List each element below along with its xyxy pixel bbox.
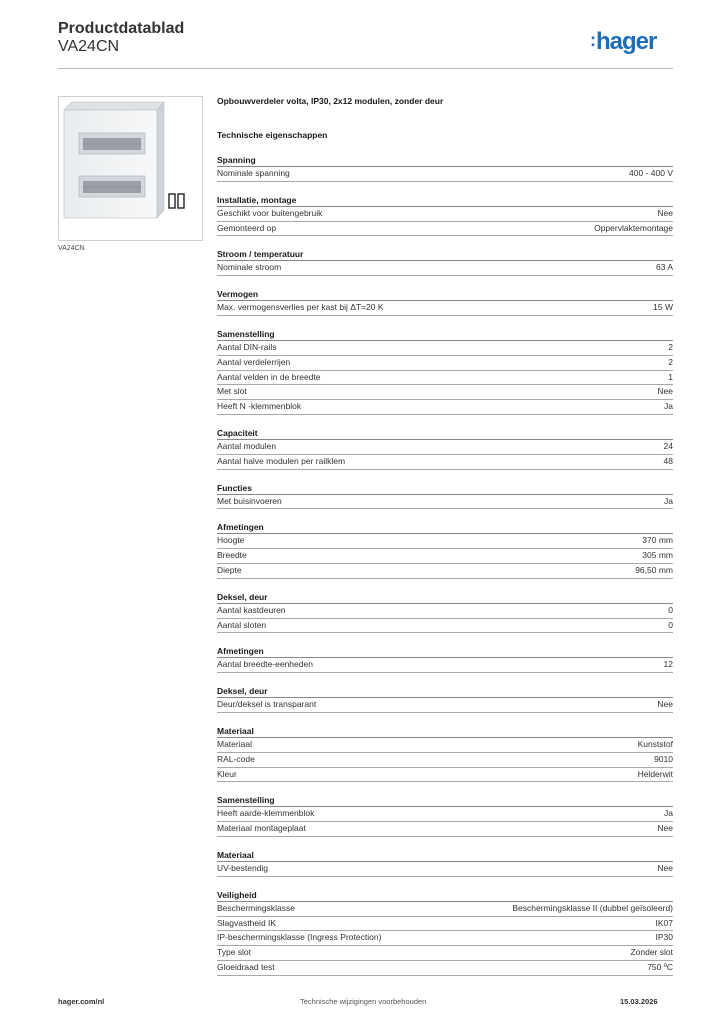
spec-row [217,604,673,619]
spec-value: 63 A [655,262,673,273]
spec-section [217,725,673,782]
spec-label: Heeft N -klemmenblok [217,401,302,412]
spec-row [217,698,673,713]
section-title: Samenstelling [217,794,673,807]
spec-label: Aantal halve modulen per railklem [217,455,346,466]
spec-section [217,248,673,276]
spec-value: 2 [668,356,673,367]
product-description: Opbouwverdeler volta, IP30, 2x12 modulen, zonder deur [217,96,444,106]
spec-row [217,167,673,182]
section-title: Installatie, montage [217,194,673,207]
hager-logo [590,28,656,56]
header-divider [58,68,673,69]
spec-section [217,794,673,837]
spec-value: 305 mm [642,550,673,561]
spec-section [217,521,673,578]
spec-label: Materiaal montageplaat [217,823,306,834]
spec-section [217,427,673,470]
spec-section [217,685,673,713]
section-title: Materiaal [217,849,673,862]
distribution-board-illustration [59,97,202,240]
spec-row [217,534,673,549]
spec-row [217,301,673,316]
spec-label: Aantal kastdeuren [217,604,286,615]
spec-label: Gloeidraad test [217,961,275,972]
spec-section [217,482,673,510]
spec-value: Ja [664,808,673,819]
spec-row [217,356,673,371]
spec-value: Nee [657,862,673,873]
spec-label: Aantal DIN-rails [217,341,277,352]
spec-content [217,94,673,976]
spec-row [217,931,673,946]
spec-label: Beschermingsklasse [217,902,295,913]
logo-text: hager [596,28,657,55]
section-title: Samenstelling [217,328,673,341]
footer-date: 15.03.2026 [620,997,658,1006]
spec-value: 12 [663,659,673,670]
footer-note: Technische wijzigingen voorbehouden [300,997,427,1006]
section-title: Functies [217,482,673,495]
spec-row [217,495,673,510]
spec-row [217,385,673,400]
spec-value: 0 [668,619,673,630]
spec-label: Aantal sloten [217,619,267,630]
spec-label: Type slot [217,947,252,958]
spec-label: Diepte [217,564,242,575]
spec-row [217,455,673,470]
spec-value: Nee [657,386,673,397]
spec-label: Aantal verdelerrijen [217,356,291,367]
product-image [58,96,203,241]
spec-row [217,222,673,237]
spec-value: Oppervlaktemontage [594,222,673,233]
spec-label: RAL-code [217,753,255,764]
spec-label: Aantal breedte-eenheden [217,659,313,670]
spec-section [217,288,673,316]
spec-label: IP-beschermingsklasse (Ingress Protection) [217,932,382,943]
spec-label: Heeft aarde-klemmenblok [217,808,315,819]
spec-value: 0 [668,604,673,615]
page-title: Productdatablad [58,20,185,37]
spec-section [217,591,673,634]
spec-value: IK07 [655,917,673,928]
spec-label: Max. vermogensverlies per kast bij ΔT=20 K [217,302,384,313]
spec-value: Beschermingsklasse II (dubbel geïsoleerd) [512,902,673,913]
technical-properties-heading: Technische eigenschappen [217,130,328,140]
spec-row [217,261,673,276]
spec-label: UV-bestendig [217,862,269,873]
spec-section [217,328,673,415]
spec-label: Met buisinvoeren [217,495,282,506]
spec-label: Met slot [217,386,247,397]
spec-value: 750 ºC [647,961,673,972]
spec-value: IP30 [655,932,673,943]
section-title: Capaciteit [217,427,673,440]
spec-value: Kunststof [637,738,673,749]
spec-row [217,753,673,768]
spec-row [217,341,673,356]
spec-value: 1 [668,371,673,382]
spec-section [217,154,673,182]
section-title: Stroom / temperatuur [217,248,673,261]
spec-section [217,889,673,976]
logo-dots: : [590,30,595,50]
spec-row [217,862,673,877]
spec-value: 15 W [653,302,673,313]
spec-row [217,822,673,837]
spec-label: Hoogte [217,535,245,546]
spec-label: Deur/deksel is transparant [217,699,317,710]
section-title: Deksel, deur [217,591,673,604]
spec-value: 24 [663,440,673,451]
spec-row [217,917,673,932]
spec-value: Nee [657,699,673,710]
spec-label: Nominale stroom [217,262,282,273]
spec-value: 400 - 400 V [629,168,673,178]
spec-value: 370 mm [642,535,673,546]
spec-value: 96,50 mm [635,564,673,575]
spec-section [217,645,673,673]
spec-value: Nee [657,823,673,834]
product-code: VA24CN [58,38,120,55]
spec-section [217,849,673,877]
spec-row [217,207,673,222]
spec-label: Breedte [217,550,247,561]
spec-label: Kleur [217,768,237,779]
section-title: Afmetingen [217,521,673,534]
section-title: Materiaal [217,725,673,738]
section-title: Vermogen [217,288,673,301]
spec-row [217,768,673,783]
spec-label: Nominale spanning [217,168,290,178]
spec-row [217,807,673,822]
spec-row [217,961,673,976]
spec-row [217,371,673,386]
spec-label: Materiaal [217,738,252,749]
spec-row [217,738,673,753]
spec-sections [217,154,673,976]
section-title: Spanning [217,154,673,167]
spec-value: Nee [657,207,673,218]
spec-label: Slagvastheid IK [217,917,277,928]
spec-value: 48 [663,455,673,466]
spec-row [217,619,673,634]
spec-label: Gemonteerd op [217,222,277,233]
spec-value: 2 [668,341,673,352]
spec-label: Geschikt voor buitengebruik [217,207,323,218]
spec-value: Ja [664,401,673,412]
spec-row [217,658,673,673]
spec-row [217,400,673,415]
section-title: Veiligheid [217,889,673,902]
spec-row [217,902,673,917]
spec-section [217,194,673,237]
footer-website: hager.com/nl [58,997,105,1006]
spec-row [217,549,673,564]
spec-value: Helderwit [637,768,673,779]
spec-row [217,564,673,579]
spec-value: 9010 [654,753,673,764]
spec-row [217,440,673,455]
section-title: Afmetingen [217,645,673,658]
spec-label: Aantal modulen [217,440,277,451]
spec-value: Ja [664,495,673,506]
spec-label: Aantal velden in de breedte [217,371,321,382]
section-title: Deksel, deur [217,685,673,698]
spec-value: Zonder slot [630,947,673,958]
spec-row [217,946,673,961]
image-caption: VA24CN [58,245,85,252]
